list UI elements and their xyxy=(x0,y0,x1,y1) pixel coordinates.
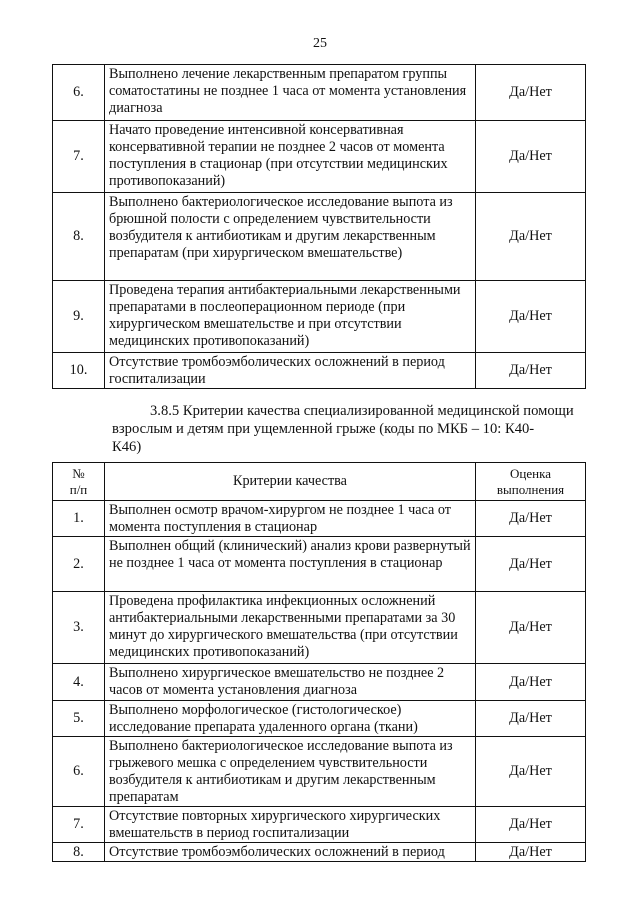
row-number: 6. xyxy=(53,737,105,807)
answer-cell: Да/Нет xyxy=(476,65,586,121)
table-row xyxy=(53,537,586,592)
table-row xyxy=(53,281,586,353)
criterion-text: Отсутствие тромбоэмболических осложнений в период госпитализации xyxy=(105,353,476,389)
row-number: 1. xyxy=(53,501,105,537)
criterion-text: Выполнен общий (клинический) анализ крови развернутый не позднее 1 часа от момента поступления в стационар xyxy=(105,537,476,592)
row-number: 10. xyxy=(53,353,105,389)
row-number: 8. xyxy=(53,193,105,281)
criterion-text: Выполнено бактериологическое исследование выпота из грыжевого мешка с определением чувствительности возбудителя к антибиотикам и другим лекарственным препаратам xyxy=(105,737,476,807)
section-heading-line: 3.8.5 Критерии качества специализированной медицинской помощи xyxy=(150,403,574,419)
answer-cell: Да/Нет xyxy=(476,592,586,664)
criterion-text: Начато проведение интенсивной консервативная консервативной терапии не позднее 2 часов от момента поступления в стационар (при отсутствии медицинских противопоказаний) xyxy=(105,121,476,193)
table-row xyxy=(53,807,586,843)
answer-cell: Да/Нет xyxy=(476,501,586,537)
criteria-table xyxy=(52,462,586,862)
section-heading-line: взрослым и детям при ущемленной грыже (коды по МКБ – 10: К40- xyxy=(112,421,535,437)
row-number: 5. xyxy=(53,701,105,737)
answer-cell: Да/Нет xyxy=(476,737,586,807)
table-row xyxy=(53,353,586,389)
row-number: 7. xyxy=(53,807,105,843)
table-header-row xyxy=(53,463,586,501)
row-number: 7. xyxy=(53,121,105,193)
table-row xyxy=(53,193,586,281)
table-row xyxy=(53,592,586,664)
answer-cell: Да/Нет xyxy=(476,807,586,843)
row-number: 6. xyxy=(53,65,105,121)
table-row xyxy=(53,121,586,193)
table-row xyxy=(53,664,586,701)
answer-cell: Да/Нет xyxy=(476,121,586,193)
criteria-table-continued xyxy=(52,64,586,389)
table-row xyxy=(53,701,586,737)
answer-cell: Да/Нет xyxy=(476,193,586,281)
criterion-text: Выполнено лечение лекарственным препаратом группы соматостатины не позднее 1 часа от момента установления диагноза xyxy=(105,65,476,121)
table-row xyxy=(53,65,586,121)
criterion-text: Проведена терапия антибактериальными лекарственными препаратами в послеоперационном периоде (при хирургическом вмешательстве и при отсутствии медицинских противопоказаний) xyxy=(105,281,476,353)
answer-cell: Да/Нет xyxy=(476,537,586,592)
criterion-text: Отсутствие повторных хирургического хирургических вмешательств в период госпитализации xyxy=(105,807,476,843)
criterion-text: Выполнен осмотр врачом-хирургом не позднее 1 часа от момента поступления в стационар xyxy=(105,501,476,537)
column-header-criteria: Критерии качества xyxy=(105,463,476,501)
section-heading xyxy=(112,402,597,456)
criterion-text: Выполнено бактериологическое исследование выпота из брюшной полости с определением чувствительности возбудителя к антибиотикам и другим лекарственным препаратам (при хирургическом вмешательстве) xyxy=(105,193,476,281)
row-number: 9. xyxy=(53,281,105,353)
header-score-line: Оценка xyxy=(510,465,551,481)
criterion-text: Выполнено хирургическое вмешательство не позднее 2 часов от момента установления диагноза xyxy=(105,664,476,701)
column-header-score xyxy=(476,463,586,501)
header-number-line: № xyxy=(72,465,85,481)
row-number: 3. xyxy=(53,592,105,664)
criterion-text: Выполнено морфологическое (гистологическое) исследование препарата удаленного органа (ткани) xyxy=(105,701,476,737)
row-number: 2. xyxy=(53,537,105,592)
table-row xyxy=(53,843,586,862)
criterion-text: Отсутствие тромбоэмболических осложнений в период xyxy=(105,843,476,862)
table-row xyxy=(53,737,586,807)
answer-cell: Да/Нет xyxy=(476,701,586,737)
table-row xyxy=(53,501,586,537)
answer-cell: Да/Нет xyxy=(476,843,586,862)
row-number: 8. xyxy=(53,843,105,862)
page-number: 25 xyxy=(313,36,327,51)
answer-cell: Да/Нет xyxy=(476,281,586,353)
row-number: 4. xyxy=(53,664,105,701)
criterion-text: Проведена профилактика инфекционных осложнений антибактериальными лекарственными препаратами за 30 минут до хирургического вмешательства (при отсутствии медицинских противопоказаний) xyxy=(105,592,476,664)
section-heading-line: К46) xyxy=(112,439,142,455)
header-number-line: п/п xyxy=(69,481,88,497)
answer-cell: Да/Нет xyxy=(476,353,586,389)
answer-cell: Да/Нет xyxy=(476,664,586,701)
header-score-line: выполнения xyxy=(496,481,565,497)
column-header-number xyxy=(53,463,105,501)
